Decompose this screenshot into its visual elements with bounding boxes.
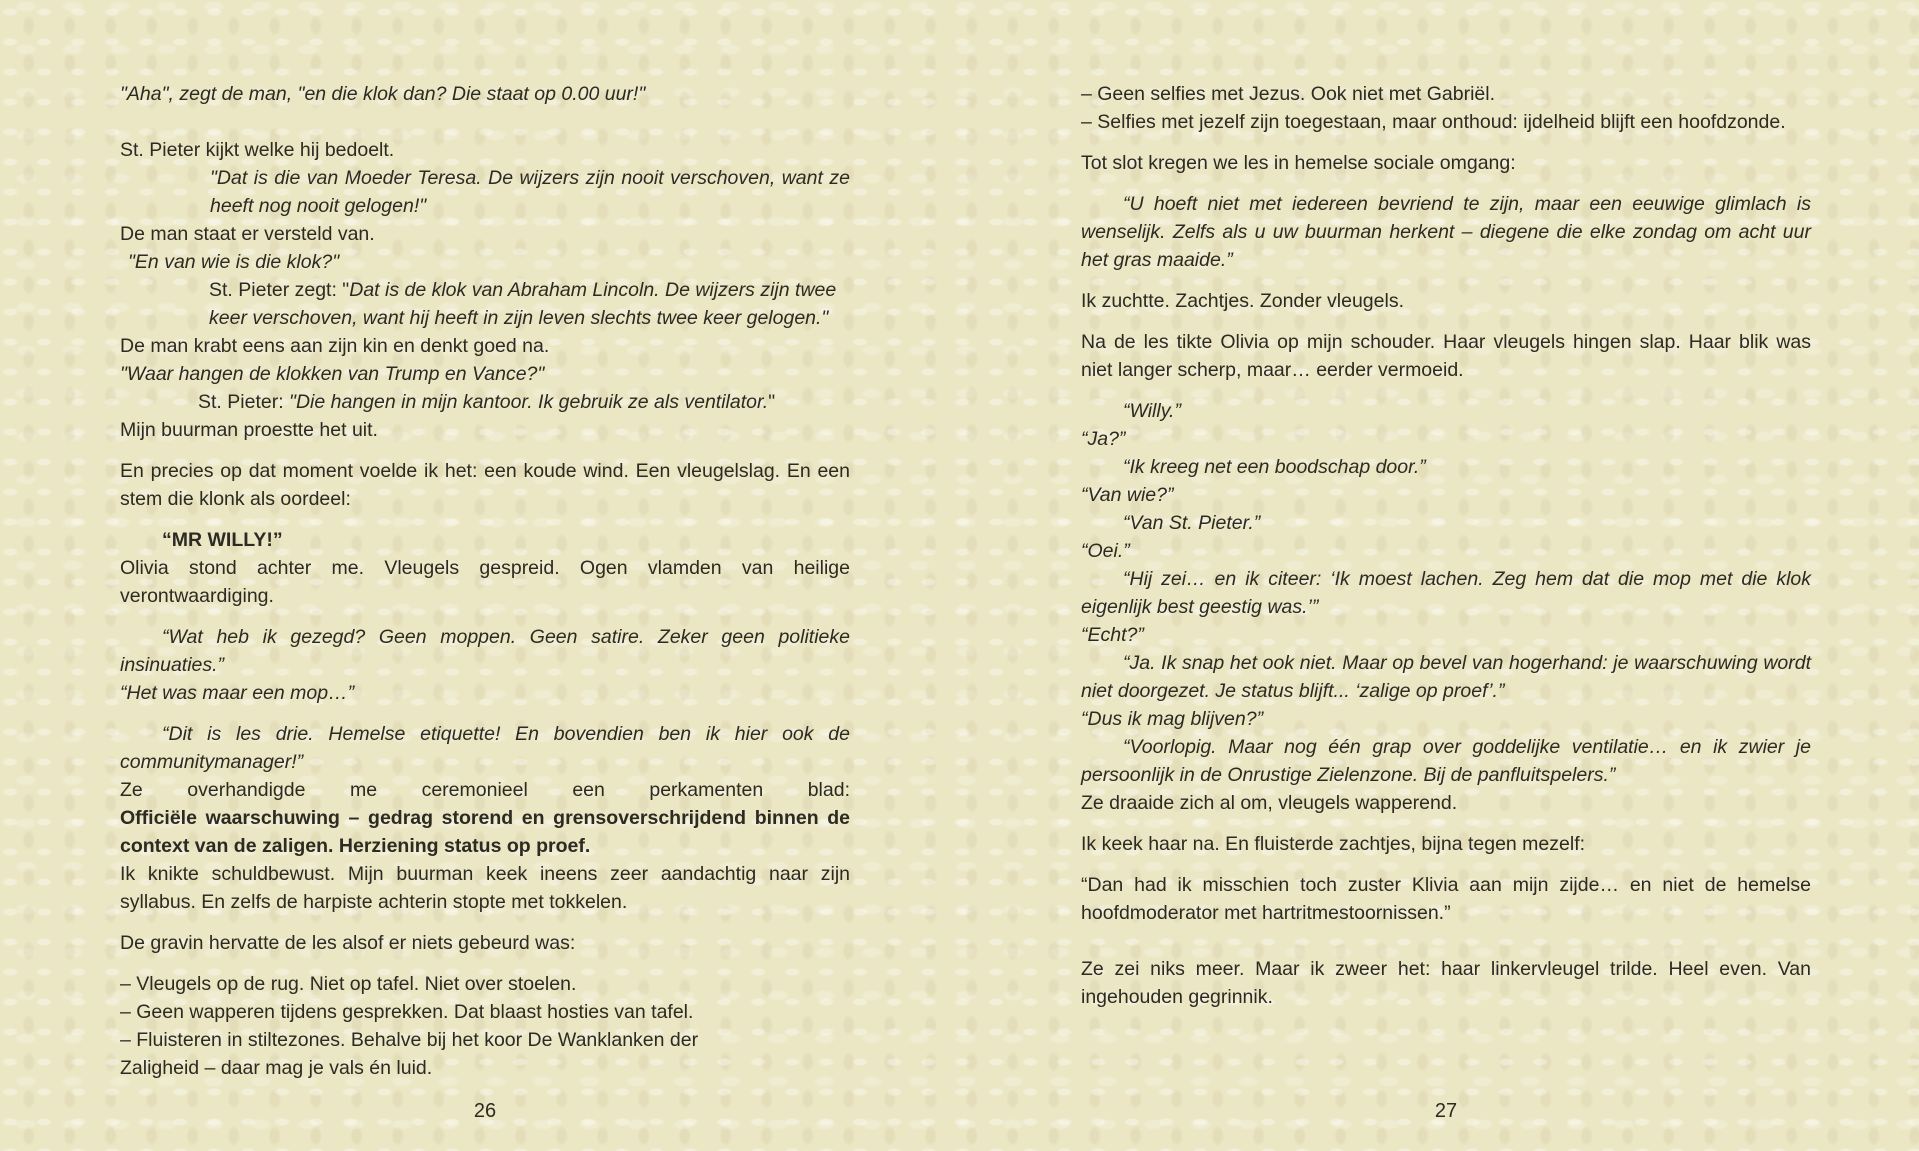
paragraph: Ik knikte schuldbewust. Mijn buurman keek ineens zeer aandachtig naar zijn syllabus. En zelfs de harpiste achterin stopte met tokkelen. xyxy=(120,863,850,913)
paragraph: "Aha", zegt de man, "en die klok dan? Die staat op 0.00 uur!" xyxy=(120,83,646,105)
dialogue-line: “Oei.” xyxy=(1081,540,1130,562)
paragraph: Ik zuchtte. Zachtjes. Zonder vleugels. xyxy=(1081,290,1404,312)
paragraph: "En van wie is die klok?" xyxy=(128,251,340,273)
paragraph: Ik keek haar na. En fluisterde zachtjes, bijna tegen mezelf: xyxy=(1081,833,1586,855)
dialogue-line: “Van St. Pieter.” xyxy=(1123,512,1261,534)
text-span: "Die hangen in mijn kantoor. Ik gebruik ze als ventilator. xyxy=(289,391,769,413)
paragraph: "Waar hangen de klokken van Trump en Vance?" xyxy=(120,363,545,385)
dialogue-line: “Echt?” xyxy=(1081,624,1144,646)
text-span: St. Pieter: xyxy=(198,391,290,413)
paragraph: “Wat heb ik gezegd? Geen moppen. Geen satire. Zeker geen politieke insinuaties.” xyxy=(120,626,850,676)
paragraph: De gravin hervatte de les alsof er niets gebeurd was: xyxy=(120,932,576,954)
dialogue-line: “Ja. Ik snap het ook niet. Maar op bevel van hogerhand: je waarschuwing wordt niet doorgezet. Je status blijft... ‘zalige op proef’.” xyxy=(1081,652,1811,702)
paragraph: “U hoeft niet met iedereen bevriend te zijn, maar een eeuwige glimlach is wenselijk. Zelfs als u uw buurman herkent – diegene die elke zondag om acht uur het gras maaide.” xyxy=(1081,193,1811,271)
dialogue-line: “Voorlopig. Maar nog één grap over goddelijke ventilatie… en ik zwier je persoonlijk in de Onrustige Zielenzone. Bij de panfluitspelers.” xyxy=(1081,736,1811,786)
dialogue-line: “Willy.” xyxy=(1123,400,1181,422)
paragraph: Officiële waarschuwing – gedrag storend en grensoverschrijdend binnen de context van de zaligen. Herziening status op proef. xyxy=(120,807,850,857)
list-item: – Selfies met jezelf zijn toegestaan, maar onthoud: ijdelheid blijft een hoofdzonde. xyxy=(1081,111,1786,133)
page-number-right: 27 xyxy=(1434,1100,1458,1122)
paragraph: "Dat is die van Moeder Teresa. De wijzers zijn nooit verschoven, want ze heeft nog nooit gelogen!" xyxy=(210,167,850,217)
list-item: – Geen selfies met Jezus. Ook niet met Gabriël. xyxy=(1081,83,1496,105)
paragraph: Tot slot kregen we les in hemelse sociale omgang: xyxy=(1081,152,1516,174)
dialogue-line: “Ja?” xyxy=(1081,428,1126,450)
paragraph: Na de les tikte Olivia op mijn schouder. Haar vleugels hingen slap. Haar blik was niet langer scherp, maar… eerder vermoeid. xyxy=(1081,331,1811,381)
paragraph: De man krabt eens aan zijn kin en denkt goed na. xyxy=(120,335,550,357)
list-item: – Geen wapperen tijdens gesprekken. Dat blaast hosties van tafel. xyxy=(120,1001,694,1023)
right-page xyxy=(1081,80,1811,1011)
dialogue-line: “Ik kreeg net een boodschap door.” xyxy=(1123,456,1426,478)
paragraph: Mijn buurman proestte het uit. xyxy=(120,419,378,441)
dialogue-line: “Dus ik mag blijven?” xyxy=(1081,708,1264,730)
text-span: St. Pieter zegt: " xyxy=(209,279,350,301)
paragraph: Ze zei niks meer. Maar ik zweer het: haar linkervleugel trilde. Heel even. Van ingehouden gegrinnik. xyxy=(1081,958,1811,1008)
paragraph: De man staat er versteld van. xyxy=(120,223,375,245)
left-page xyxy=(120,80,850,1082)
paragraph: Ze draaide zich al om, vleugels wapperend. xyxy=(1081,792,1458,814)
paragraph: En precies op dat moment voelde ik het: een koude wind. Een vleugelslag. En een stem die klonk als oordeel: xyxy=(120,460,850,510)
paragraph: Ze overhandigde me ceremonieel een perkamenten blad: xyxy=(120,779,850,801)
paragraph xyxy=(120,388,850,416)
list-item: – Vleugels op de rug. Niet op tafel. Niet over stoelen. xyxy=(120,973,577,995)
page-number-left: 26 xyxy=(473,1100,497,1122)
dialogue-line: “Hij zei… en ik citeer: ‘Ik moest lachen. Zeg hem dat die mop met die klok eigenlijk best geestig was.’” xyxy=(1081,568,1811,618)
paragraph: Olivia stond achter me. Vleugels gespreid. Ogen vlamden van heilige verontwaardiging. xyxy=(120,557,850,607)
text-span: Dat is de klok van Abraham Lincoln. De wijzers zijn twee keer verschoven, want hij heeft in zijn leven slechts twee keer gelogen." xyxy=(209,279,837,329)
dialogue-line: “Van wie?” xyxy=(1081,484,1174,506)
paragraph: “MR WILLY!” xyxy=(162,529,283,551)
paragraph: “Het was maar een mop…” xyxy=(120,682,355,704)
text-span: " xyxy=(768,391,776,413)
paragraph: St. Pieter kijkt welke hij bedoelt. xyxy=(120,139,395,161)
list-item: – Fluisteren in stiltezones. Behalve bij het koor De Wanklanken der Zaligheid – daar mag je vals én luid. xyxy=(120,1029,699,1079)
paragraph: “Dit is les drie. Hemelse etiquette! En bovendien ben ik hier ook de communitymanager!” xyxy=(120,723,850,773)
paragraph: “Dan had ik misschien toch zuster Klivia aan mijn zijde… en niet de hemelse hoofdmoderator met hartritmestoornissen.” xyxy=(1081,874,1811,924)
paragraph xyxy=(120,276,850,332)
